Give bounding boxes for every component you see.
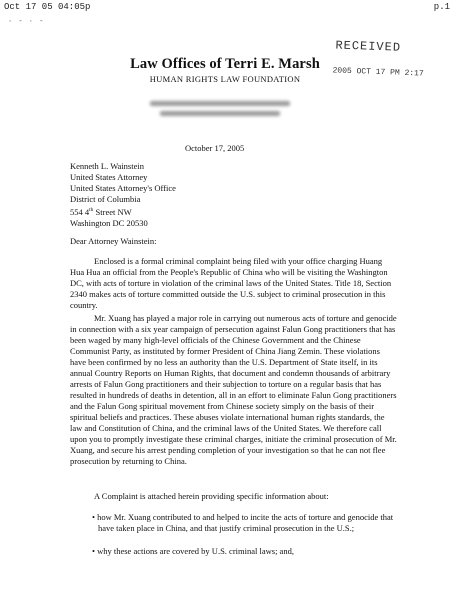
recipient-street: 554 4th Street NW: [70, 206, 132, 217]
received-date: 2005 OCT 17 PM 2:17: [332, 66, 424, 79]
bullet-item-2: • why these actions are covered by U.S. criminal laws; and,: [92, 546, 294, 556]
fax-page-number: p.1: [433, 2, 450, 12]
body-paragraph-1: Enclosed is a formal criminal complaint being filed with your office charging Huang Hua Hua an official from the People's Republic of China who will be visiting the Washington DC, with acts of torture in violation of the criminal laws of the United States. Title 18, Section 2340 makes acts of torture committed outside the U.S. subject to criminal prosecution in this country.: [70, 256, 392, 310]
recipient-office: United States Attorney's Office: [70, 183, 176, 193]
redacted-address-block: [150, 101, 290, 121]
letterhead: [95, 56, 355, 84]
recipient-title: United States Attorney: [70, 172, 148, 182]
body-paragraph-2: Mr. Xuang has played a major role in carrying out numerous acts of torture and genocide in connection with a six year campaign of persecution against Falun Gong practitioners that has been waged by many high-level officials of the Chinese Government and the Chinese Communist Party, as instituted by former President of China Jiang Zemin. These violations have been confirmed by no less an authority than the U.S. Department of State itself, in its annual Country Reports on Human Rights, that document and condemn thousands of arbitrary arrests of Falun Gong practitioners and their subjection to torture on a regular basis that has resulted in hundreds of deaths in detention, all in an effort to eliminate Falun Gong practitioners and the Falun Gong spiritual movement from Chinese society simply on the basis of their spiritual beliefs and practices. These abuses violate international human rights standards, the law and Constitution of China, and the criminal laws of the United States. We therefore call upon you to promptly investigate these criminal charges, initiate the criminal prosecution of Mr. Xuang, and secure his arrest pending completion of your investigation so that he can not flee prosecution by returning to China.: [70, 313, 397, 466]
recipient-city: Washington DC 20530: [70, 217, 148, 228]
recipient-district: District of Columbia: [70, 194, 141, 204]
recipient-address: [70, 161, 176, 229]
bullet-item-1: • how Mr. Xuang contributed to and helped to incite the acts of torture and genocide that have taken place in China, and that justify criminal prosecution in the U.S.;: [92, 512, 394, 533]
letter-date: October 17, 2005: [185, 143, 245, 153]
letterhead-title: Law Offices of Terri E. Marsh: [130, 56, 320, 72]
salutation: Dear Attorney Wainstein:: [70, 236, 157, 246]
fax-noise-marks: · - · -: [8, 18, 45, 26]
body-paragraph-3: A Complaint is attached herein providing specific information about:: [94, 491, 329, 501]
fax-timestamp: Oct 17 05 04:05p: [4, 2, 91, 12]
recipient-name: Kenneth L. Wainstein: [70, 161, 144, 171]
received-label: RECEIVED: [335, 38, 402, 55]
letterhead-subtitle: HUMAN RIGHTS LAW FOUNDATION: [149, 74, 301, 84]
